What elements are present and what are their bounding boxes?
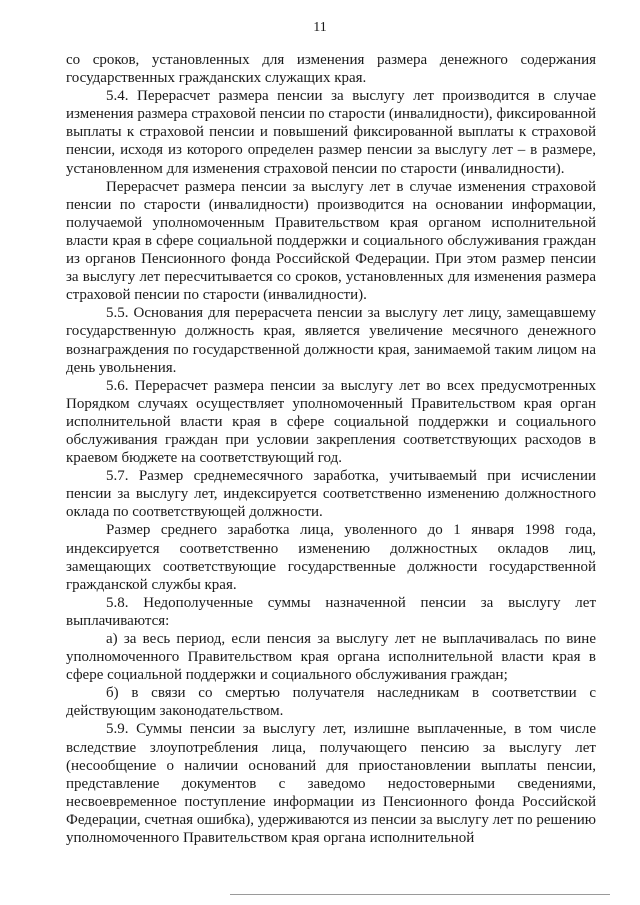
paragraph-5-5: 5.5. Основания для перерасчета пенсии за выслугу лет лицу, замещавшему государственную должность края, является увеличение месячного денежного вознаграждения по государственной должности края, занимаемой таким лицом на день увольнения.	[66, 305, 596, 376]
paragraph-5-9: 5.9. Суммы пенсии за выслугу лет, излишне выплаченные, в том числе вследствие злоупотребления лица, получающего пенсию за выслугу лет (несообщение о наличии оснований для приостановлении выплаты пенсии, представление документов с заведомо недостоверными сведениями, несвоевременное поступление информации из Пенсионного фонда Российской Федерации, счетная ошибка), удерживаются из пенсии за выслугу лет по решению уполномоченного Правительством края органа исполнительной	[66, 721, 596, 847]
paragraph-recalculation: Перерасчет размера пенсии за выслугу лет в случае изменения страховой пенсии по старости (инвалидности) производится на основании информации, получаемой уполномоченным Правительством края органом исполнительной власти края в сфере социальной поддержки и социального обслуживания граждан из органов Пенсионного фонда Российской Федерации. При этом размер пенсии за выслугу лет пересчитывается со сроков, установленных для изменения размера страховой пенсии по старости (инвалидности).	[66, 178, 596, 304]
paragraph-continuation: со сроков, установленных для изменения размера денежного содержания государственных гражданских служащих края.	[66, 52, 596, 87]
scan-edge-line	[230, 894, 610, 895]
paragraph-5-8: 5.8. Недополученные суммы назначенной пенсии за выслугу лет выплачиваются:	[66, 594, 596, 629]
paragraph-5-4: 5.4. Перерасчет размера пенсии за выслугу лет производится в случае изменения размера страховой пенсии по старости (инвалидности), фиксированной выплаты к страховой пенсии и повышений фиксированной выплаты к страховой пенсии, исходя из которого определен размер пенсии за выслугу лет – в размере, установленном для изменения страховой пенсии по старости (инвалидности).	[66, 88, 596, 177]
paragraph-5-7: 5.7. Размер среднемесячного заработка, учитываемый при исчислении пенсии за выслугу лет, индексируется соответственно изменению должностного оклада по соответствующей должности.	[66, 468, 596, 521]
page-number: 11	[313, 20, 327, 35]
paragraph-5-6: 5.6. Перерасчет размера пенсии за выслугу лет во всех предусмотренных Порядком случаях осуществляет уполномоченный Правительством края орган исполнительной власти края в сфере социальной поддержки и социального обслуживания граждан при условии закрепления соответствующих расходов в краевом бюджете на соответствующий год.	[66, 377, 596, 467]
paragraph-average-salary: Размер среднего заработка лица, уволенного до 1 января 1998 года, индексируется соответственно изменению должностных окладов лиц, замещающих соответствующие государственные должности государственной гражданской службы края.	[66, 522, 596, 593]
paragraph-5-8-a: а) за весь период, если пенсия за выслугу лет не выплачивалась по вине уполномоченного Правительством края органа исполнительной власти края в сфере социальной поддержки и социального обслуживания граждан;	[66, 631, 596, 684]
paragraph-5-8-b: б) в связи со смертью получателя наследникам в соответствии с действующим законодательством.	[66, 685, 596, 720]
document-body	[66, 51, 596, 847]
